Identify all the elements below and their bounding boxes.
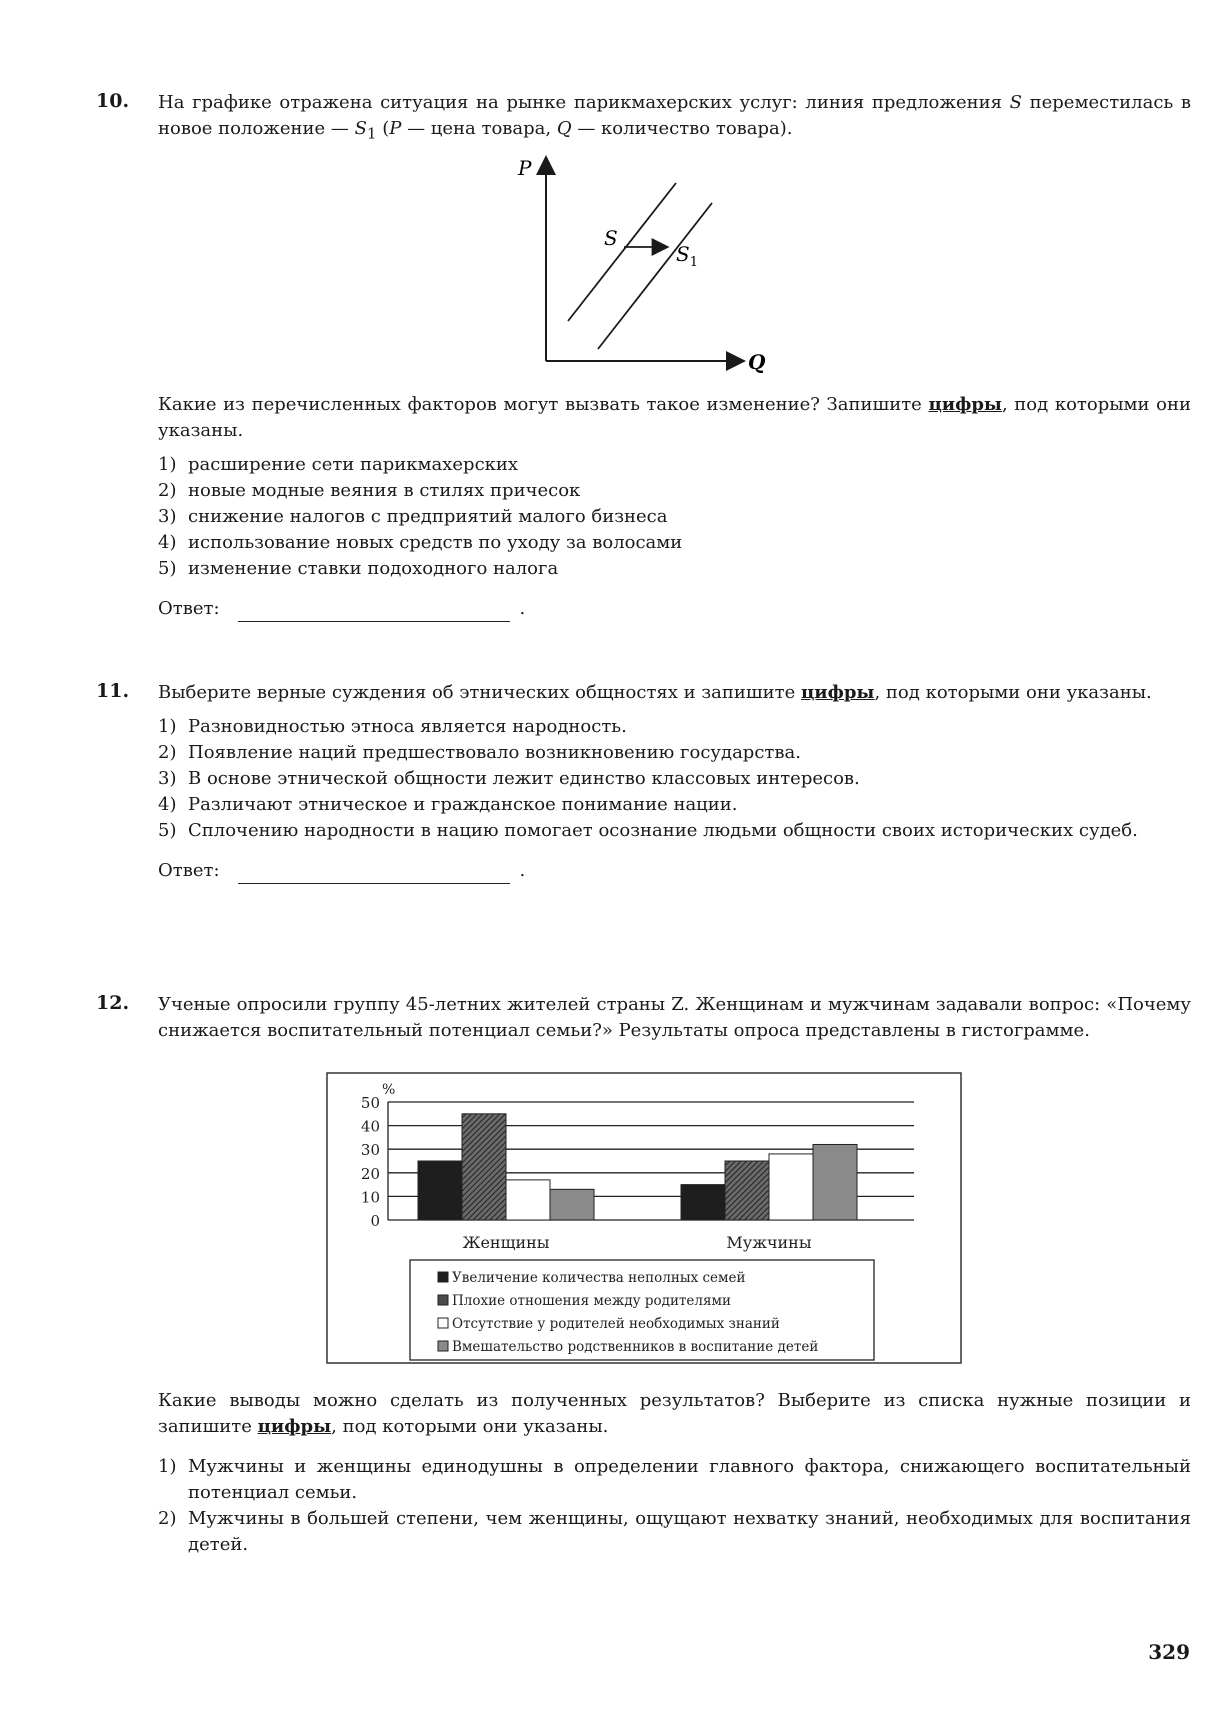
intro-text: На графике отражена ситуация на рынке парикмахерских услуг: линия предложения xyxy=(158,92,1010,113)
option-text: расширение сети парикмахерских xyxy=(188,453,519,475)
option-item xyxy=(158,530,1191,556)
option-number: 5) xyxy=(158,820,177,841)
answer-dot: . xyxy=(519,597,526,619)
option-text: Разновидностью этноса является народность. xyxy=(188,716,627,737)
intro-text: переместилась в новое положение — xyxy=(158,92,1191,139)
intro-text: ( xyxy=(376,118,390,139)
symbol-q: Q xyxy=(556,118,572,139)
bar xyxy=(769,1154,813,1220)
prompt-text: Выберите верные суждения об этнических общностях и запишите xyxy=(158,682,801,703)
bar xyxy=(681,1185,725,1220)
prompt-text: Какие выводы можно сделать из полученных результатов? Выберите из списка нужные позиции и запишите xyxy=(158,1390,1191,1437)
option-text: изменение ставки подоходного налога xyxy=(188,557,559,579)
label-s: S xyxy=(604,225,618,250)
y-tick-label: 20 xyxy=(360,1164,380,1183)
question-11 xyxy=(96,680,1191,884)
bar xyxy=(813,1144,857,1220)
answer-input-line[interactable] xyxy=(238,605,510,622)
option-text: Мужчины в большей степени, чем женщины, ощущают нехватку знаний, необходимых для воспитания детей. xyxy=(188,1508,1191,1555)
supply-shift-graph xyxy=(506,151,796,376)
option-text: Различают этническое и гражданское понимание нации. xyxy=(188,794,738,815)
y-tick-label: 30 xyxy=(360,1141,380,1160)
question-number: 12. xyxy=(96,992,130,1014)
y-axis-label: % xyxy=(382,1082,396,1098)
option-number: 3) xyxy=(158,505,177,527)
prompt-text: Какие из перечисленных факторов могут вызвать такое изменение? Запишите xyxy=(158,393,929,415)
option-number: 2) xyxy=(158,479,177,501)
label-s1: $S_1$ xyxy=(676,241,698,270)
question-number: 11. xyxy=(96,680,130,702)
question-prompt xyxy=(158,392,1191,444)
page-number: 329 xyxy=(1148,1640,1190,1664)
option-number: 2) xyxy=(158,742,177,763)
supply-line-s xyxy=(568,183,676,321)
bar xyxy=(550,1189,594,1220)
symbol-s: S xyxy=(1009,92,1022,113)
option-list xyxy=(158,714,1191,844)
category-label: Мужчины xyxy=(726,1233,812,1252)
question-text: Ученые опросили группу 45-летних жителей страны Z. Женщинам и мужчинам задавали вопрос: «Почему снижается воспитательный потенциал семьи?» Результаты опроса представлены в гистограмме. xyxy=(158,994,1191,1041)
option-item xyxy=(158,818,1191,844)
y-tick-label: 0 xyxy=(370,1212,380,1230)
answer-label: Ответ: xyxy=(158,597,220,619)
survey-histogram xyxy=(326,1072,962,1364)
option-item xyxy=(158,478,1191,504)
bar xyxy=(418,1161,462,1220)
prompt-text: , под которыми они указаны. xyxy=(158,393,1191,441)
option-number: 4) xyxy=(158,531,177,553)
option-item xyxy=(158,1506,1191,1558)
option-text: В основе этнической общности лежит единство классовых интересов. xyxy=(188,768,860,789)
intro-text: — цена товара, xyxy=(401,118,557,139)
option-item xyxy=(158,740,1191,766)
y-tick-label: 10 xyxy=(360,1188,380,1207)
answer-input-line[interactable] xyxy=(238,867,510,884)
question-12 xyxy=(96,992,1191,1558)
option-text: Мужчины и женщины единодушны в определении главного фактора, снижающего воспитательный потенциал семьи. xyxy=(188,1456,1191,1503)
answer-label: Ответ: xyxy=(158,860,220,881)
p-axis-label: P xyxy=(518,155,532,180)
option-text: Сплочению народности в нацию помогает осознание людьми общности своих исторических судеб. xyxy=(188,820,1138,841)
option-number: 1) xyxy=(158,716,177,737)
option-number: 4) xyxy=(158,794,177,815)
legend-swatch xyxy=(438,1318,448,1328)
prompt-text: , под которыми они указаны. xyxy=(874,682,1152,703)
question-intro xyxy=(158,90,1191,147)
bar xyxy=(725,1161,769,1220)
bar xyxy=(462,1114,506,1220)
symbol-p: P xyxy=(389,118,402,139)
option-item xyxy=(158,504,1191,530)
option-item xyxy=(158,714,1191,740)
category-label: Женщины xyxy=(462,1233,550,1252)
emphasis-digits: цифры xyxy=(928,393,1002,415)
bar xyxy=(506,1180,550,1220)
question-number: 10. xyxy=(96,90,130,112)
question-10 xyxy=(96,90,1191,622)
y-tick-label: 40 xyxy=(360,1117,380,1136)
intro-text: — количество товара). xyxy=(571,118,793,139)
option-text: использование новых средств по уходу за волосами xyxy=(188,531,683,553)
legend-label: Увеличение количества неполных семей xyxy=(452,1270,746,1286)
legend-swatch xyxy=(438,1295,448,1305)
option-text: снижение налогов с предприятий малого бизнеса xyxy=(188,505,668,527)
option-item xyxy=(158,1454,1191,1506)
option-number: 1) xyxy=(158,1456,177,1477)
emphasis-digits: цифры xyxy=(800,682,875,703)
option-list xyxy=(158,1454,1191,1558)
option-item xyxy=(158,556,1191,582)
option-list xyxy=(158,452,1191,582)
emphasis-digits: цифры xyxy=(257,1416,332,1437)
legend-swatch xyxy=(438,1272,448,1282)
option-number: 5) xyxy=(158,557,177,579)
option-text: Появление наций предшествовало возникновению государства. xyxy=(188,742,801,763)
answer-row xyxy=(158,596,1191,622)
legend-label: Вмешательство родственников в воспитание детей xyxy=(452,1339,819,1355)
y-tick-label: 50 xyxy=(360,1094,380,1112)
option-text: новые модные веяния в стилях причесок xyxy=(188,479,581,501)
option-number: 2) xyxy=(158,1508,177,1529)
option-item xyxy=(158,792,1191,818)
question-prompt xyxy=(158,680,1191,706)
prompt-text: , под которыми они указаны. xyxy=(331,1416,609,1437)
subscript: 1 xyxy=(366,124,377,143)
q-axis-label: Q xyxy=(748,349,766,374)
question-prompt xyxy=(158,1388,1191,1440)
symbol-s1: S xyxy=(354,118,367,139)
answer-dot: . xyxy=(519,860,526,881)
answer-row xyxy=(158,858,1191,884)
legend-label: Плохие отношения между родителями xyxy=(452,1293,732,1309)
option-item xyxy=(158,452,1191,478)
legend-label: Отсутствие у родителей необходимых знаний xyxy=(452,1316,780,1332)
option-number: 1) xyxy=(158,453,177,475)
legend-swatch xyxy=(438,1341,448,1351)
option-number: 3) xyxy=(158,768,177,789)
supply-line-s1 xyxy=(598,203,712,349)
option-item xyxy=(158,766,1191,792)
